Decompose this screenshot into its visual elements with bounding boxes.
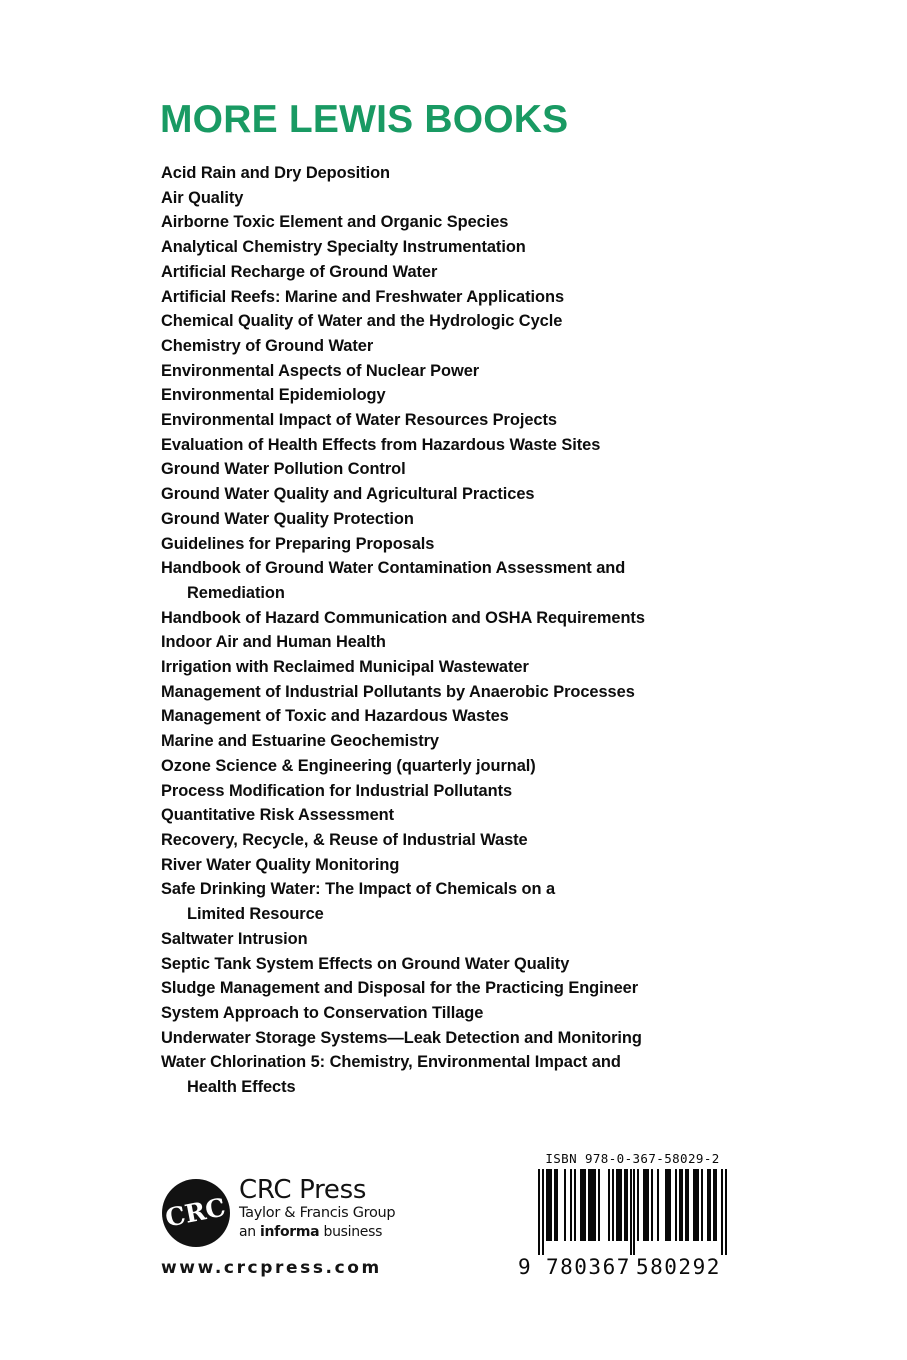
book-title-continuation: Remediation [187,583,285,602]
book-title-continuation: Health Effects [187,1078,296,1097]
barcode-right-group: 580292 [636,1255,721,1279]
barcode-bar [725,1169,727,1255]
book-list-item [161,556,801,605]
book-list-item [161,754,801,779]
book-title-line: Acid Rain and Dry Deposition [161,164,391,182]
barcode-bar [701,1169,703,1241]
book-title-line: System Approach to Conservation Tillage [161,1003,484,1022]
publisher-website[interactable]: www.crcpress.com [161,1258,382,1278]
barcode-bar [608,1169,610,1241]
book-title-line: Irrigation with Reclaimed Municipal Wastewater [161,658,529,677]
book-title-line: Analytical Chemistry Specialty Instrumentation [161,238,526,257]
book-title-line: Septic Tank System Effects on Ground Water Quality [161,954,570,973]
barcode-bar [669,1169,671,1241]
book-list-item [161,482,801,507]
barcode-bar [620,1169,622,1241]
book-title-line: Management of Toxic and Hazardous Wastes [161,707,509,726]
barcode-bar [542,1169,544,1255]
book-list-item [161,359,801,384]
book-list-item [161,260,801,285]
book-title-line: Ground Water Pollution Control [161,460,406,479]
book-list-item [161,927,801,952]
book-list-item [161,507,801,532]
publisher-block [161,1175,421,1278]
book-title-continuation: Limited Resource [187,905,324,924]
book-title-line: Water Chlorination 5: Chemistry, Environmental Impact and [161,1053,621,1072]
book-title-line: Handbook of Hazard Communication and OSHA Requirements [161,608,645,627]
barcode-bar [570,1169,572,1241]
barcode-bar [633,1169,635,1255]
barcode-bar [584,1169,586,1241]
barcode-bar [574,1169,576,1241]
book-title-line: Guidelines for Preparing Proposals [161,534,435,553]
book-list-item [161,334,801,359]
book-list-item [161,630,801,655]
book-list-item [161,161,801,186]
publisher-group: Taylor & Francis Group [239,1205,396,1221]
book-title-line: Chemistry of Ground Water [161,336,374,355]
isbn-barcode-block [518,1152,733,1281]
book-title-line: Marine and Estuarine Geochemistry [161,732,439,751]
book-list-item [161,828,801,853]
barcode-bar [564,1169,566,1241]
book-title-line: Ground Water Quality and Agricultural Practices [161,485,535,504]
book-title-line: Chemical Quality of Water and the Hydrologic Cycle [161,312,563,331]
book-title-line: Underwater Storage Systems—Leak Detection and Monitoring [161,1028,642,1047]
barcode-bar [612,1169,614,1241]
book-list-item [161,235,801,260]
book-title-line: Recovery, Recycle, & Reuse of Industrial Waste [161,830,528,849]
book-list-item [161,186,801,211]
book-title-line: Process Modification for Industrial Pollutants [161,781,513,800]
barcode-lead-digit: 9 [518,1255,531,1279]
book-list-item [161,976,801,1001]
book-list-item [161,704,801,729]
informa-prefix: an [239,1224,261,1240]
book-title-line: Evaluation of Health Effects from Hazardous Waste Sites [161,435,601,454]
book-title-line: Environmental Aspects of Nuclear Power [161,361,480,380]
book-list-item [161,309,801,334]
book-title-list [161,161,801,1100]
book-list-item [161,655,801,680]
book-list-item [161,803,801,828]
barcode-bar [594,1169,596,1241]
barcode-bar [709,1169,711,1241]
barcode-bar [598,1169,600,1241]
book-list-item [161,383,801,408]
informa-brand: informa [260,1224,320,1240]
barcode-bar [687,1169,689,1241]
book-list-item [161,779,801,804]
book-list-item [161,1050,801,1099]
book-title-line: Ozone Science & Engineering (quarterly journal) [161,756,536,775]
book-title-line: Quantitative Risk Assessment [161,806,395,825]
crc-circle-logo-icon [161,1178,231,1248]
book-list-item [161,285,801,310]
book-list-item [161,606,801,631]
book-list-item [161,210,801,235]
barcode-bar [538,1169,540,1255]
informa-suffix: business [319,1224,383,1240]
barcode-bar [675,1169,677,1241]
book-title-line: Saltwater Intrusion [161,929,308,948]
publisher-informa-line [239,1223,395,1242]
crc-logo-row [161,1176,421,1252]
book-title-line: Airborne Toxic Element and Organic Species [161,213,509,232]
book-title-line: Artificial Reefs: Marine and Freshwater Applications [161,287,565,306]
publisher-name: CRC Press [239,1175,367,1205]
book-list-item [161,853,801,878]
book-title-line: Management of Industrial Pollutants by Anaerobic Processes [161,682,635,701]
barcode-bar [626,1169,628,1241]
book-list-item [161,457,801,482]
isbn-label: ISBN 978-0-367-58029-2 [545,1151,720,1166]
barcode-bar [630,1169,632,1255]
crc-wordmark [239,1176,395,1242]
book-list-item [161,680,801,705]
barcode-digits [518,1255,733,1281]
book-title-line: Air Quality [161,188,244,207]
book-list-item [161,408,801,433]
book-title-line: Ground Water Quality Protection [161,509,414,528]
book-title-line: Artificial Recharge of Ground Water [161,262,438,281]
book-title-line: Environmental Impact of Water Resources Projects [161,411,557,430]
book-list-item [161,1026,801,1051]
book-list-item [161,952,801,977]
book-list-item [161,729,801,754]
barcode-bar [550,1169,552,1241]
barcode-bar [681,1169,683,1241]
barcode-bar [651,1169,653,1241]
barcode-bar [657,1169,659,1241]
book-title-line: Indoor Air and Human Health [161,633,386,652]
barcode-bar [637,1169,639,1241]
book-list-item [161,1001,801,1026]
page-title: MORE LEWIS BOOKS [160,98,569,142]
barcode-bar [556,1169,558,1241]
barcode-left-group: 780367 [546,1255,631,1279]
book-list-item [161,532,801,557]
book-title-line: River Water Quality Monitoring [161,855,400,874]
barcode-bar [721,1169,723,1255]
book-list-item [161,877,801,926]
book-title-line: Environmental Epidemiology [161,386,386,405]
book-title-line: Handbook of Ground Water Contamination Assessment and [161,559,626,578]
book-list-item [161,433,801,458]
barcode-bars [518,1169,733,1255]
book-title-line: Safe Drinking Water: The Impact of Chemicals on a [161,880,556,899]
svg-text:CRC: CRC [162,1192,228,1233]
barcode-bar [697,1169,699,1241]
barcode-bar [647,1169,649,1241]
book-title-line: Sludge Management and Disposal for the Practicing Engineer [161,979,639,998]
barcode-bar [715,1169,717,1241]
